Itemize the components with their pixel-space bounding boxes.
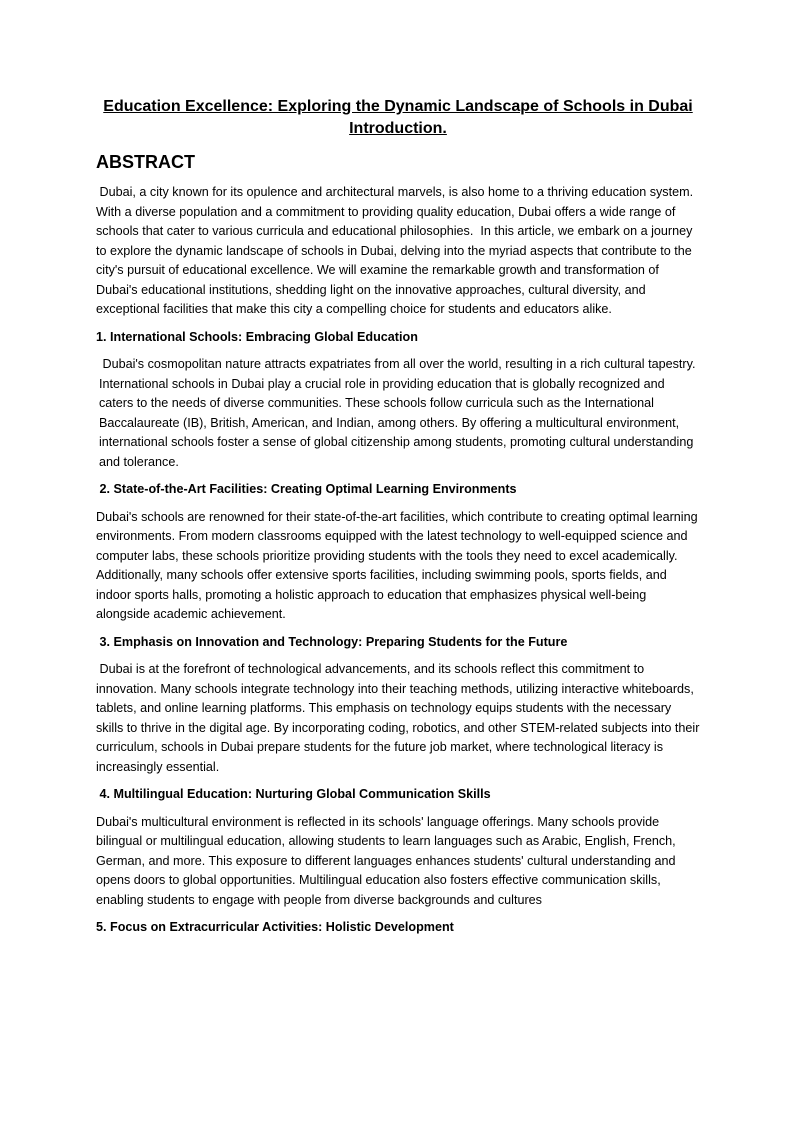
section-heading-international-schools: 1. International Schools: Embracing Global Education xyxy=(96,329,418,344)
section-paragraph-multilingual: Dubai's multicultural environment is reflected in its schools' language offerings. Many schools provide bilingual or multilingual education, allowing students to learn languages such as Arabic, English, French, German, and more. This exposure to different languages enhances students' cultural understanding and opens doors to global opportunities. Multilingual education also fosters effective communication skills, enabling students to engage with people from diverse backgrounds and cultures xyxy=(96,814,676,907)
section-heading-facilities: 2. State-of-the-Art Facilities: Creating Optimal Learning Environments xyxy=(96,482,517,496)
abstract-paragraph: Dubai, a city known for its opulence and architectural marvels, is also home to a thriving education system. With a diverse population and a commitment to providing quality education, Dubai offers a wide range of schools that cater to various curricula and educational philosophies. In this article, we embark on a journey to explore the dynamic landscape of schools in Dubai, delving into the myriad aspects that contribute to the city's pursuit of educational excellence. We will examine the remarkable growth and transformation of Dubai's educational institutions, shedding light on the innovative approaches, cultural diversity, and exceptional facilities that make this city a compelling choice for students and educators alike. xyxy=(96,185,697,316)
section-heading-multilingual: 4. Multilingual Education: Nurturing Global Communication Skills xyxy=(96,787,491,801)
section-heading-innovation: 3. Emphasis on Innovation and Technology: Preparing Students for the Future xyxy=(96,634,568,649)
title-line-2: Introduction. xyxy=(349,120,447,137)
title-line-1: Education Excellence: Exploring the Dynamic Landscape of Schools in Dubai xyxy=(103,98,693,115)
section-paragraph-international-schools: Dubai's cosmopolitan nature attracts expatriates from all over the world, resulting in a rich cultural tapestry. International schools in Dubai play a crucial role in providing education that is globally recognized and caters to the needs of diverse communities. These schools follow curricula such as the International Baccalaureate (IB), British, American, and Indian, among others. By offering a multicultural environment, international schools foster a sense of global citizenship among students, promoting cultural understanding and tolerance. xyxy=(99,357,699,469)
document-title xyxy=(96,96,700,140)
section-paragraph-facilities: Dubai's schools are renowned for their state-of-the-art facilities, which contribute to creating optimal learning environments. From modern classrooms equipped with the latest technology to well-equipped science and computer labs, these schools prioritize providing students with the tools they need to excel academically. Additionally, many schools offer extensive sports facilities, including swimming pools, sports fields, and indoor sports halls, promoting a holistic approach to education that emphasizes physical well-being alongside academic achievement. xyxy=(96,509,698,621)
section-heading-extracurricular: 5. Focus on Extracurricular Activities: Holistic Development xyxy=(96,920,454,934)
section-paragraph-innovation: Dubai is at the forefront of technological advancements, and its schools reflect this commitment to innovation. Many schools integrate technology into their teaching methods, utilizing interactive whiteboards, tablets, and online learning platforms. This emphasis on technology equips students with the necessary skills to thrive in the digital age. By incorporating coding, robotics, and other STEM-related subjects into their curriculum, schools in Dubai prepare students for the future job market, where technological literacy is increasingly essential. xyxy=(96,662,703,774)
abstract-heading: ABSTRACT xyxy=(96,152,195,172)
document-page xyxy=(96,96,703,946)
